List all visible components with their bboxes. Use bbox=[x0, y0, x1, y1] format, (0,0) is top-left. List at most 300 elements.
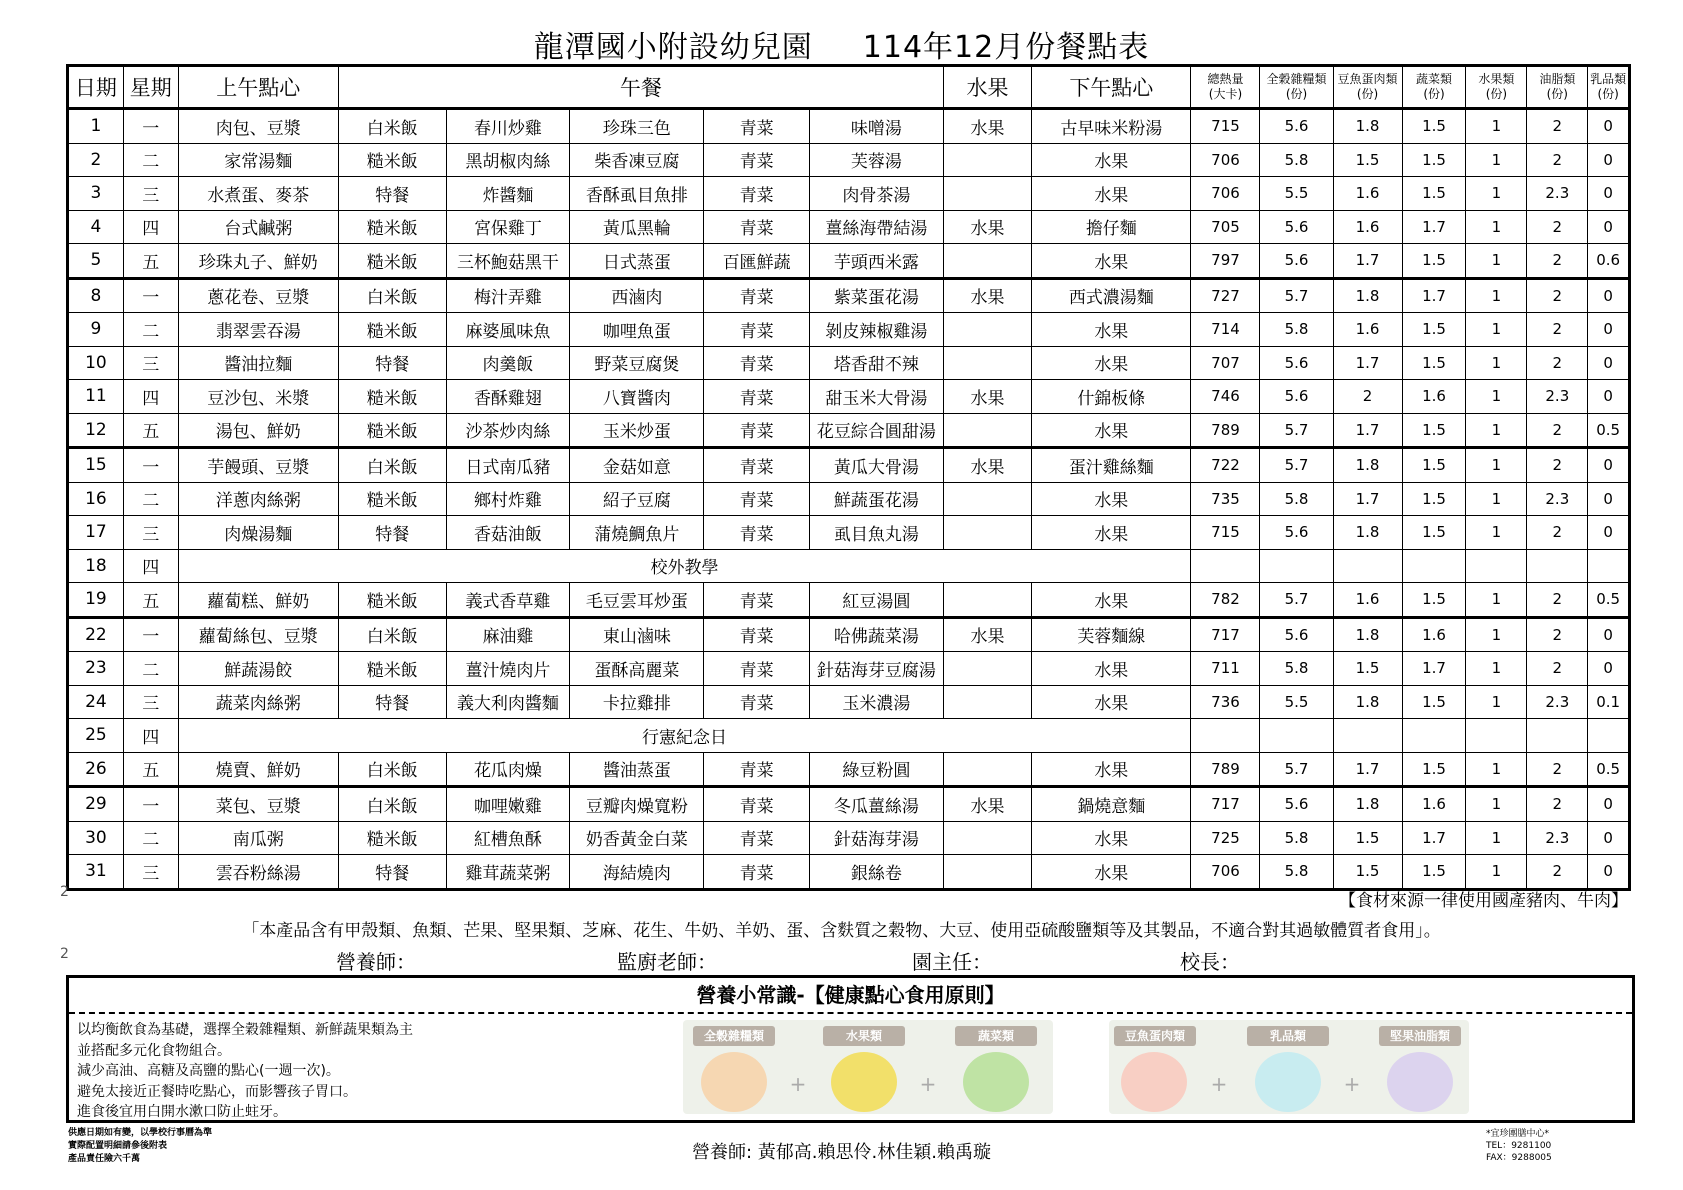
cell-weekday: 二 bbox=[123, 652, 178, 686]
cell-calories: 797 bbox=[1191, 244, 1260, 279]
cell-lunch-item: 白米飯 bbox=[338, 448, 446, 483]
table-row bbox=[68, 652, 1630, 686]
vegetable-icon bbox=[963, 1052, 1029, 1112]
cell-lunch-item: 柴香凍豆腐 bbox=[570, 143, 704, 177]
cell-am-snack: 蘿蔔絲包、豆漿 bbox=[178, 617, 338, 652]
cell-lunch-item: 奶香黃金白菜 bbox=[570, 821, 704, 855]
cell-veg: 1.5 bbox=[1402, 143, 1466, 177]
cell-fat: 2 bbox=[1527, 448, 1588, 483]
col-calories: 總熱量 (大卡) bbox=[1191, 66, 1260, 109]
sign-dietitian: 營養師： bbox=[336, 950, 416, 974]
cell-grains: 5.6 bbox=[1260, 346, 1333, 380]
cell-fruit-servings: 1 bbox=[1466, 583, 1527, 618]
cell-fruit-servings: 1 bbox=[1466, 380, 1527, 414]
cell-dairy: 0.5 bbox=[1588, 413, 1630, 448]
cell-pm-snack: 蛋汁雞絲麵 bbox=[1032, 448, 1191, 483]
col-protein: 豆魚蛋肉類 (份) bbox=[1333, 66, 1402, 109]
cell-lunch-item: 八寶醬肉 bbox=[570, 380, 704, 414]
cell-fruit-servings: 1 bbox=[1466, 787, 1527, 822]
cell-pm-snack: 水果 bbox=[1032, 313, 1191, 347]
cell-grains: 5.7 bbox=[1260, 413, 1333, 448]
cell-pm-snack: 水果 bbox=[1032, 346, 1191, 380]
cell-lunch-item: 青菜 bbox=[704, 752, 810, 787]
cell-am-snack: 菜包、豆漿 bbox=[178, 787, 338, 822]
cell-am-snack: 鮮蔬湯餃 bbox=[178, 652, 338, 686]
cell-lunch-item: 青菜 bbox=[704, 821, 810, 855]
caterer-tel: TEL：9281100 bbox=[1486, 1141, 1552, 1151]
cell-protein: 1.5 bbox=[1333, 821, 1402, 855]
cell-dairy: 0 bbox=[1588, 516, 1630, 550]
table-row bbox=[68, 346, 1630, 380]
plus-icon: + bbox=[919, 1072, 937, 1096]
cell-veg: 1.7 bbox=[1402, 278, 1466, 313]
cell-fruit-servings: 1 bbox=[1466, 346, 1527, 380]
cell-lunch-item: 特餐 bbox=[338, 346, 446, 380]
cell-lunch-item: 咖哩嫩雞 bbox=[446, 787, 570, 822]
cell-am-snack: 肉包、豆漿 bbox=[178, 109, 338, 144]
cell-veg: 1.6 bbox=[1402, 787, 1466, 822]
cell-fruit bbox=[943, 752, 1031, 787]
cell-lunch-item: 糙米飯 bbox=[338, 482, 446, 516]
cell-veg bbox=[1402, 719, 1466, 753]
cell-lunch-item: 特餐 bbox=[338, 177, 446, 211]
cell-fruit bbox=[943, 855, 1031, 890]
col-pm-snack: 下午點心 bbox=[1032, 66, 1191, 109]
cell-calories: 736 bbox=[1191, 685, 1260, 719]
col-am-snack: 上午點心 bbox=[178, 66, 338, 109]
cell-protein: 2 bbox=[1333, 380, 1402, 414]
cell-date: 1 bbox=[68, 109, 124, 144]
table-row bbox=[68, 685, 1630, 719]
cell-fruit: 水果 bbox=[943, 617, 1031, 652]
tip-line: 並搭配多元化食物組合。 bbox=[77, 1042, 231, 1059]
cell-weekday: 一 bbox=[123, 448, 178, 483]
cell-dairy: 0.1 bbox=[1588, 685, 1630, 719]
allergen-note: 「本產品含有甲殼類、魚類、芒果、堅果類、芝麻、花生、牛奶、羊奶、蛋、含麩質之穀物、大豆、使用亞硫酸鹽類等及其製品，不適合對其過敏體質者食用」。 bbox=[242, 921, 1441, 941]
nutrition-tip-box bbox=[66, 975, 1635, 1123]
cell-calories: 735 bbox=[1191, 482, 1260, 516]
cell-fat: 2.3 bbox=[1527, 482, 1588, 516]
col-date: 日期 bbox=[68, 66, 124, 109]
cell-date: 3 bbox=[68, 177, 124, 211]
table-row bbox=[68, 583, 1630, 618]
cell-lunch-item: 黑胡椒肉絲 bbox=[446, 143, 570, 177]
cell-fruit-servings: 1 bbox=[1466, 855, 1527, 890]
cell-date: 30 bbox=[68, 821, 124, 855]
cell-lunch-item: 甜玉米大骨湯 bbox=[809, 380, 943, 414]
cell-calories: 722 bbox=[1191, 448, 1260, 483]
cell-dairy: 0 bbox=[1588, 448, 1630, 483]
cell-lunch-item: 鮮蔬蛋花湯 bbox=[809, 482, 943, 516]
cell-weekday: 五 bbox=[123, 413, 178, 448]
cell-dairy: 0.6 bbox=[1588, 244, 1630, 279]
cell-am-snack: 肉燥湯麵 bbox=[178, 516, 338, 550]
cell-date: 19 bbox=[68, 583, 124, 618]
cell-dairy: 0.5 bbox=[1588, 752, 1630, 787]
cell-am-snack: 台式鹹粥 bbox=[178, 210, 338, 244]
cell-lunch-item: 麻油雞 bbox=[446, 617, 570, 652]
cell-lunch-item: 白米飯 bbox=[338, 109, 446, 144]
cell-lunch-item: 銀絲卷 bbox=[809, 855, 943, 890]
cell-veg: 1.7 bbox=[1402, 210, 1466, 244]
cell-fruit bbox=[943, 652, 1031, 686]
cell-protein: 1.5 bbox=[1333, 652, 1402, 686]
cell-fat: 2 bbox=[1527, 752, 1588, 787]
cell-dairy: 0 bbox=[1588, 210, 1630, 244]
cell-protein: 1.6 bbox=[1333, 177, 1402, 211]
cell-lunch-item: 糙米飯 bbox=[338, 380, 446, 414]
cell-am-snack: 醬油拉麵 bbox=[178, 346, 338, 380]
cell-grains: 5.8 bbox=[1260, 821, 1333, 855]
cell-calories: 727 bbox=[1191, 278, 1260, 313]
cell-lunch-item: 白米飯 bbox=[338, 617, 446, 652]
cell-lunch-item: 青菜 bbox=[704, 583, 810, 618]
table-row bbox=[68, 177, 1630, 211]
cell-lunch-item: 青菜 bbox=[704, 278, 810, 313]
cell-lunch-item: 義式香草雞 bbox=[446, 583, 570, 618]
cell-weekday: 四 bbox=[123, 719, 178, 753]
cell-veg: 1.5 bbox=[1402, 177, 1466, 211]
cell-am-snack: 南瓜粥 bbox=[178, 821, 338, 855]
cell-protein: 1.8 bbox=[1333, 278, 1402, 313]
cell-pm-snack: 什錦板條 bbox=[1032, 380, 1191, 414]
cell-lunch-item: 日式蒸蛋 bbox=[570, 244, 704, 279]
cell-fruit bbox=[943, 413, 1031, 448]
cell-lunch-item: 薑絲海帶結湯 bbox=[809, 210, 943, 244]
cell-veg: 1.5 bbox=[1402, 448, 1466, 483]
caterer-contact bbox=[1486, 1128, 1552, 1164]
cell-weekday: 五 bbox=[123, 752, 178, 787]
cell-calories: 706 bbox=[1191, 143, 1260, 177]
table-row bbox=[68, 752, 1630, 787]
cell-weekday: 三 bbox=[123, 177, 178, 211]
cell-grains: 5.6 bbox=[1260, 109, 1333, 144]
cell-calories: 789 bbox=[1191, 752, 1260, 787]
cell-grains: 5.7 bbox=[1260, 448, 1333, 483]
cell-grains: 5.6 bbox=[1260, 244, 1333, 279]
cell-grains: 5.8 bbox=[1260, 652, 1333, 686]
tip-line: 進食後宜用白開水漱口防止蛀牙。 bbox=[77, 1104, 287, 1120]
cell-weekday: 二 bbox=[123, 143, 178, 177]
cell-pm-snack: 水果 bbox=[1032, 583, 1191, 618]
cell-lunch-item: 糙米飯 bbox=[338, 821, 446, 855]
cell-dairy: 0 bbox=[1588, 652, 1630, 686]
cell-am-snack: 湯包、鮮奶 bbox=[178, 413, 338, 448]
cell-dairy: 0.5 bbox=[1588, 583, 1630, 618]
cell-lunch-item: 白米飯 bbox=[338, 278, 446, 313]
table-row bbox=[68, 516, 1630, 550]
cell-pm-snack: 水果 bbox=[1032, 821, 1191, 855]
cell-lunch-item: 西滷肉 bbox=[570, 278, 704, 313]
cell-weekday: 三 bbox=[123, 346, 178, 380]
cell-lunch-item: 紫菜蛋花湯 bbox=[809, 278, 943, 313]
cell-dairy: 0 bbox=[1588, 380, 1630, 414]
cell-lunch-item: 毛豆雲耳炒蛋 bbox=[570, 583, 704, 618]
source-note: 【食材來源一律使用國產豬肉、牛肉】 bbox=[1339, 891, 1628, 911]
cell-fruit-servings: 1 bbox=[1466, 516, 1527, 550]
caterer-fax: FAX：9288005 bbox=[1486, 1153, 1552, 1163]
cell-lunch-item: 肉羹飯 bbox=[446, 346, 570, 380]
cell-lunch-item: 芋頭西米露 bbox=[809, 244, 943, 279]
cell-calories: 715 bbox=[1191, 109, 1260, 144]
cell-am-snack: 水煮蛋、麥茶 bbox=[178, 177, 338, 211]
cell-grains: 5.6 bbox=[1260, 380, 1333, 414]
cell-veg: 1.5 bbox=[1402, 855, 1466, 890]
cell-calories: 706 bbox=[1191, 177, 1260, 211]
cell-lunch-item: 豆瓣肉燥寬粉 bbox=[570, 787, 704, 822]
cell-protein: 1.6 bbox=[1333, 583, 1402, 618]
cell-am-snack: 芋饅頭、豆漿 bbox=[178, 448, 338, 483]
cell-fat: 2 bbox=[1527, 346, 1588, 380]
cell-am-snack: 雲吞粉絲湯 bbox=[178, 855, 338, 890]
cell-pm-snack: 水果 bbox=[1032, 855, 1191, 890]
cell-fruit-servings: 1 bbox=[1466, 821, 1527, 855]
cell-calories: 717 bbox=[1191, 617, 1260, 652]
cell-fat: 2 bbox=[1527, 652, 1588, 686]
cell-am-snack: 燒賣、鮮奶 bbox=[178, 752, 338, 787]
cell-lunch-item: 春川炒雞 bbox=[446, 109, 570, 144]
cell-date: 22 bbox=[68, 617, 124, 652]
cell-fruit-servings: 1 bbox=[1466, 244, 1527, 279]
cell-pm-snack: 水果 bbox=[1032, 244, 1191, 279]
tip-line: 減少高油、高糖及高鹽的點心(一週一次)。 bbox=[77, 1063, 340, 1079]
cell-lunch-item: 青菜 bbox=[704, 313, 810, 347]
cell-lunch-item: 糙米飯 bbox=[338, 210, 446, 244]
fruit-icon bbox=[831, 1052, 897, 1112]
cell-lunch-item: 青菜 bbox=[704, 346, 810, 380]
cell-protein: 1.8 bbox=[1333, 448, 1402, 483]
cell-grains: 5.8 bbox=[1260, 313, 1333, 347]
cell-veg: 1.7 bbox=[1402, 652, 1466, 686]
table-row bbox=[68, 313, 1630, 347]
cell-fat bbox=[1527, 719, 1588, 753]
cell-veg bbox=[1402, 549, 1466, 583]
cell-weekday: 三 bbox=[123, 855, 178, 890]
cell-lunch-item: 青菜 bbox=[704, 413, 810, 448]
cell-lunch-item: 野菜豆腐煲 bbox=[570, 346, 704, 380]
cell-lunch-item: 冬瓜薑絲湯 bbox=[809, 787, 943, 822]
cell-lunch-item: 薑汁燒肉片 bbox=[446, 652, 570, 686]
cell-date: 2 bbox=[68, 143, 124, 177]
cell-dairy: 0 bbox=[1588, 482, 1630, 516]
footer-note: 實際配置明細請參後附表 bbox=[68, 1141, 168, 1151]
cell-pm-snack: 古早味米粉湯 bbox=[1032, 109, 1191, 144]
cell-fruit-servings: 1 bbox=[1466, 143, 1527, 177]
cell-lunch-item: 珍珠三色 bbox=[570, 109, 704, 144]
cell-calories: 714 bbox=[1191, 313, 1260, 347]
table-row bbox=[68, 448, 1630, 483]
page-title bbox=[0, 22, 1683, 66]
cell-pm-snack: 水果 bbox=[1032, 482, 1191, 516]
cell-date: 24 bbox=[68, 685, 124, 719]
cell-veg: 1.5 bbox=[1402, 685, 1466, 719]
cell-grains bbox=[1260, 719, 1333, 753]
cell-protein: 1.7 bbox=[1333, 346, 1402, 380]
table-row bbox=[68, 413, 1630, 448]
tip-line: 以均衡飲食為基礎，選擇全穀雜糧類、新鮮蔬果類為主 bbox=[77, 1022, 413, 1038]
cell-date: 29 bbox=[68, 787, 124, 822]
cell-dairy: 0 bbox=[1588, 177, 1630, 211]
cell-lunch-item: 梅汁弄雞 bbox=[446, 278, 570, 313]
cell-lunch-item: 醬油蒸蛋 bbox=[570, 752, 704, 787]
cell-veg: 1.6 bbox=[1402, 380, 1466, 414]
cell-veg: 1.5 bbox=[1402, 482, 1466, 516]
cell-protein: 1.7 bbox=[1333, 752, 1402, 787]
cell-pm-snack: 芙蓉麵線 bbox=[1032, 617, 1191, 652]
cell-date: 26 bbox=[68, 752, 124, 787]
cell-weekday: 二 bbox=[123, 821, 178, 855]
cell-fruit-servings: 1 bbox=[1466, 313, 1527, 347]
cell-grains: 5.7 bbox=[1260, 752, 1333, 787]
cell-weekday: 一 bbox=[123, 617, 178, 652]
cell-date: 10 bbox=[68, 346, 124, 380]
cell-fruit: 水果 bbox=[943, 787, 1031, 822]
cell-am-snack: 蘿蔔糕、鮮奶 bbox=[178, 583, 338, 618]
col-grains: 全穀雜糧類 (份) bbox=[1260, 66, 1333, 109]
cell-fruit-servings: 1 bbox=[1466, 413, 1527, 448]
cell-lunch-item: 針菇海芽湯 bbox=[809, 821, 943, 855]
cell-fruit-servings: 1 bbox=[1466, 177, 1527, 211]
dairy-icon bbox=[1255, 1052, 1321, 1112]
cell-veg: 1.5 bbox=[1402, 313, 1466, 347]
cell-lunch-item: 青菜 bbox=[704, 143, 810, 177]
table-row bbox=[68, 821, 1630, 855]
cell-fat bbox=[1527, 549, 1588, 583]
cell-protein: 1.8 bbox=[1333, 617, 1402, 652]
cell-protein: 1.7 bbox=[1333, 244, 1402, 279]
cell-weekday: 四 bbox=[123, 210, 178, 244]
cell-lunch-item: 芙蓉湯 bbox=[809, 143, 943, 177]
cell-pm-snack: 水果 bbox=[1032, 516, 1191, 550]
cell-fruit bbox=[943, 143, 1031, 177]
tick-mark-2: 2 bbox=[60, 946, 69, 962]
cell-grains: 5.8 bbox=[1260, 855, 1333, 890]
cell-dairy: 0 bbox=[1588, 109, 1630, 144]
cell-fat: 2 bbox=[1527, 516, 1588, 550]
cell-weekday: 二 bbox=[123, 482, 178, 516]
cell-calories: 711 bbox=[1191, 652, 1260, 686]
menu-body bbox=[68, 109, 1630, 890]
cell-date: 18 bbox=[68, 549, 124, 583]
cell-calories bbox=[1191, 719, 1260, 753]
cell-date: 9 bbox=[68, 313, 124, 347]
cell-date: 16 bbox=[68, 482, 124, 516]
table-row bbox=[68, 855, 1630, 890]
cell-lunch-item: 海結燒肉 bbox=[570, 855, 704, 890]
cell-weekday: 四 bbox=[123, 549, 178, 583]
cell-fruit-servings: 1 bbox=[1466, 210, 1527, 244]
cell-lunch-item: 青菜 bbox=[704, 380, 810, 414]
cell-dairy: 0 bbox=[1588, 787, 1630, 822]
sign-principal: 校長： bbox=[1180, 950, 1240, 974]
cell-fat: 2 bbox=[1527, 855, 1588, 890]
cell-calories: 746 bbox=[1191, 380, 1260, 414]
protein-icon bbox=[1121, 1052, 1187, 1112]
cell-pm-snack: 西式濃湯麵 bbox=[1032, 278, 1191, 313]
nuts-oils-icon bbox=[1387, 1052, 1453, 1112]
cell-lunch-item: 青菜 bbox=[704, 855, 810, 890]
cell-veg: 1.5 bbox=[1402, 109, 1466, 144]
plus-icon: + bbox=[1210, 1072, 1228, 1096]
cell-protein bbox=[1333, 549, 1402, 583]
cell-fruit-servings bbox=[1466, 719, 1527, 753]
table-row bbox=[68, 244, 1630, 279]
header-row bbox=[68, 66, 1630, 109]
cell-grains: 5.5 bbox=[1260, 685, 1333, 719]
food-group-panel-1 bbox=[683, 1020, 1053, 1114]
cell-date: 11 bbox=[68, 380, 124, 414]
cell-weekday: 五 bbox=[123, 583, 178, 618]
cell-grains: 5.6 bbox=[1260, 617, 1333, 652]
cell-lunch-item: 香酥雞翅 bbox=[446, 380, 570, 414]
cell-weekday: 一 bbox=[123, 278, 178, 313]
cell-lunch-item: 玉米炒蛋 bbox=[570, 413, 704, 448]
cell-pm-snack: 水果 bbox=[1032, 413, 1191, 448]
col-lunch: 午餐 bbox=[338, 66, 943, 109]
cell-fat: 2 bbox=[1527, 109, 1588, 144]
cell-lunch-item: 剝皮辣椒雞湯 bbox=[809, 313, 943, 347]
cell-fat: 2.3 bbox=[1527, 821, 1588, 855]
cell-lunch-item: 三杯鮑菇黑干 bbox=[446, 244, 570, 279]
cell-dairy: 0 bbox=[1588, 855, 1630, 890]
cell-fruit bbox=[943, 516, 1031, 550]
cell-lunch-item: 紹子豆腐 bbox=[570, 482, 704, 516]
cell-fat: 2.3 bbox=[1527, 685, 1588, 719]
cell-grains: 5.5 bbox=[1260, 177, 1333, 211]
table-row bbox=[68, 278, 1630, 313]
cell-fruit-servings: 1 bbox=[1466, 617, 1527, 652]
cell-grains: 5.7 bbox=[1260, 278, 1333, 313]
cell-lunch-item: 金菇如意 bbox=[570, 448, 704, 483]
cell-lunch-item: 雞茸蔬菜粥 bbox=[446, 855, 570, 890]
cell-date: 12 bbox=[68, 413, 124, 448]
cell-lunch-item: 咖哩魚蛋 bbox=[570, 313, 704, 347]
cell-fruit bbox=[943, 177, 1031, 211]
cell-dairy: 0 bbox=[1588, 278, 1630, 313]
cell-fruit-servings: 1 bbox=[1466, 685, 1527, 719]
cell-protein: 1.5 bbox=[1333, 855, 1402, 890]
cell-am-snack: 翡翠雲吞湯 bbox=[178, 313, 338, 347]
cell-lunch-item: 炸醬麵 bbox=[446, 177, 570, 211]
cell-fat: 2 bbox=[1527, 787, 1588, 822]
cell-calories: 706 bbox=[1191, 855, 1260, 890]
sign-kitchen: 監廚老師： bbox=[617, 950, 717, 974]
cell-weekday: 三 bbox=[123, 685, 178, 719]
cell-lunch-item: 糙米飯 bbox=[338, 583, 446, 618]
cell-protein: 1.8 bbox=[1333, 787, 1402, 822]
cell-fruit: 水果 bbox=[943, 448, 1031, 483]
cell-lunch-item: 青菜 bbox=[704, 685, 810, 719]
cell-weekday: 四 bbox=[123, 380, 178, 414]
cell-lunch-item: 蛋酥高麗菜 bbox=[570, 652, 704, 686]
footer-note: 產品責任險六千萬 bbox=[68, 1154, 141, 1164]
cell-calories: 782 bbox=[1191, 583, 1260, 618]
cell-weekday: 五 bbox=[123, 244, 178, 279]
table-row bbox=[68, 109, 1630, 144]
cell-lunch-item: 特餐 bbox=[338, 516, 446, 550]
cell-date: 31 bbox=[68, 855, 124, 890]
cell-lunch-item: 青菜 bbox=[704, 652, 810, 686]
cell-am-snack: 豆沙包、米漿 bbox=[178, 380, 338, 414]
cell-dairy: 0 bbox=[1588, 821, 1630, 855]
plus-icon: + bbox=[1343, 1072, 1361, 1096]
cell-calories: 707 bbox=[1191, 346, 1260, 380]
cell-date: 8 bbox=[68, 278, 124, 313]
cell-date: 4 bbox=[68, 210, 124, 244]
cell-fruit-servings: 1 bbox=[1466, 448, 1527, 483]
cell-dairy: 0 bbox=[1588, 617, 1630, 652]
cell-dairy: 0 bbox=[1588, 346, 1630, 380]
